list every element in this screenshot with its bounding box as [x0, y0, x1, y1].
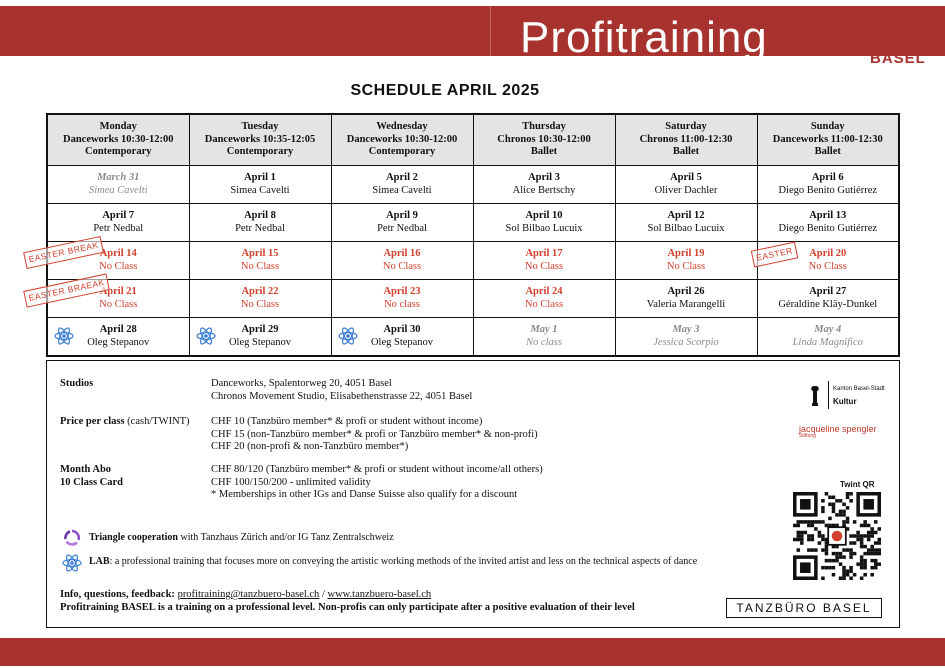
- page-title: SCHEDULE APRIL 2025: [350, 82, 540, 99]
- teacher-name: Jessica Scorpio: [653, 336, 719, 348]
- class-date: April 19: [667, 248, 705, 259]
- class-cell: [47, 166, 189, 204]
- class-date: April 7: [102, 210, 135, 221]
- info-panel: [46, 360, 900, 628]
- class-date: April 30: [383, 324, 421, 335]
- class-cell: [27, 277, 189, 318]
- teacher-name: Géraldine Kläy-Dunkel: [778, 298, 878, 310]
- basel-staff-icon: [805, 383, 825, 407]
- class-date: April 23: [383, 286, 421, 297]
- teacher-name: Petr Nedbal: [377, 222, 427, 234]
- class-cell: [189, 242, 331, 280]
- week-row: [47, 318, 899, 357]
- teacher-name: No class: [526, 336, 562, 348]
- teacher-name: Oleg Stepanov: [87, 336, 150, 348]
- class-date: April 27: [809, 286, 847, 297]
- canton-name: Kanton Basel-Stadt: [833, 386, 885, 392]
- week-row: [47, 204, 899, 242]
- price-label: Price per class (cash/TWINT): [60, 416, 190, 427]
- class-cell: [754, 242, 899, 280]
- class-date: May 1: [530, 324, 558, 335]
- class-cell: [331, 204, 473, 242]
- teacher-name: No Class: [99, 260, 138, 272]
- class-date: April 20: [809, 248, 847, 259]
- class-date: May 3: [672, 324, 700, 335]
- triangle-cooperation-icon: [63, 529, 81, 547]
- class-cell: [757, 280, 899, 318]
- class-date: April 13: [809, 210, 847, 221]
- class-cell: [331, 318, 473, 357]
- class-cell: [615, 242, 757, 280]
- class-date: April 24: [525, 286, 563, 297]
- abo-line: CHF 80/120 (Tanzbüro member* & profi or student without income/all others): [211, 464, 543, 475]
- class-cell: [473, 318, 615, 357]
- teacher-name: No Class: [240, 298, 280, 310]
- brand-logo: Profitraining: [520, 14, 768, 62]
- class-cell: [27, 239, 189, 280]
- week-row: [47, 166, 899, 204]
- class-date: March 31: [97, 172, 140, 183]
- class-cell: [615, 204, 757, 242]
- lab-atom-icon: [338, 326, 358, 346]
- class-date: April 10: [525, 210, 563, 221]
- class-cell: [757, 204, 899, 242]
- teacher-name: Simea Cavelti: [230, 184, 290, 196]
- teacher-name: No Class: [808, 260, 847, 272]
- teacher-name: Petr Nedbal: [93, 222, 144, 234]
- header-row: [47, 114, 899, 166]
- class-date: April 3: [528, 172, 560, 183]
- price-line: CHF 10 (Tanzbüro member* & profi or student without income): [211, 416, 483, 427]
- teacher-name: No Class: [99, 298, 138, 310]
- class-cell: [331, 242, 473, 280]
- twint-qr-code[interactable]: [793, 492, 881, 580]
- day-header: Monday Danceworks 10:30-12:00 Contemporary: [47, 114, 189, 166]
- class-cell: [189, 166, 331, 204]
- class-date: April 1: [244, 172, 276, 183]
- class-cell: [615, 280, 757, 318]
- teacher-name: Oleg Stepanov: [228, 336, 292, 348]
- teacher-name: Diego Benito Gutiérrez: [778, 184, 878, 196]
- canton-kultur: Kultur: [833, 397, 857, 406]
- abo-line: * Memberships in other IGs and Danse Suisse also qualify for a discount: [211, 489, 518, 500]
- day-header: Wednesday Danceworks 10:30-12:00 Contemporary: [331, 114, 473, 166]
- class-cell: [189, 280, 331, 318]
- abo-list: [211, 464, 543, 502]
- website-link[interactable]: www.tanzbuero-basel.ch: [327, 589, 432, 600]
- class-date: April 15: [241, 248, 279, 259]
- lab-atom-icon: [196, 326, 216, 346]
- teacher-name: Valeria Marangelli: [646, 298, 726, 310]
- class-cell: [47, 318, 189, 357]
- teacher-name: Oleg Stepanov: [370, 336, 434, 348]
- price-list: [211, 416, 538, 454]
- class-cell: [615, 166, 757, 204]
- price-line: CHF 15 (non-Tanzbüro member* & profi or Tanzbüro member* & non-profi): [211, 428, 538, 440]
- class-cell: [473, 280, 615, 318]
- class-date: May 4: [814, 324, 842, 335]
- brand-city: BASEL: [870, 50, 926, 67]
- studio-line: Danceworks, Spalentorweg 20, 4051 Basel: [211, 378, 392, 389]
- schedule-table: [27, 113, 900, 357]
- class-date: April 16: [383, 248, 421, 259]
- lab-atom-icon: [54, 326, 74, 346]
- class-cell: [473, 166, 615, 204]
- class-cell: [473, 204, 615, 242]
- teacher-name: Diego Benito Gutiérrez: [778, 222, 878, 234]
- abo-label: Month Abo 10 Class Card: [60, 464, 124, 488]
- day-header: Thursday Chronos 10:30-12:00 Ballet: [473, 114, 615, 166]
- class-date: April 14: [99, 248, 137, 259]
- spengler-sub: Stiftung: [799, 433, 816, 439]
- class-date: April 5: [670, 172, 702, 183]
- email-link[interactable]: profitraining@tanzbuero-basel.ch: [177, 589, 320, 600]
- studios-list: [211, 378, 472, 403]
- teacher-name: Alice Bertschy: [512, 184, 576, 196]
- class-date: April 28: [99, 324, 137, 335]
- day-header: Tuesday Danceworks 10:35-12:05 Contemporary: [189, 114, 331, 166]
- class-date: April 26: [667, 286, 705, 297]
- price-line: CHF 20 (non-profi & non-Tanzbüro member*): [211, 441, 409, 452]
- studios-label: Studios: [60, 378, 94, 389]
- contact-line: Info, questions, feedback: profitraining@tanzbuero-basel.ch / www.tanzbuero-basel.ch: [60, 589, 432, 600]
- class-date: April 17: [525, 248, 563, 259]
- teacher-name: Sol Bilbao Lucuix: [505, 222, 583, 234]
- teacher-name: No Class: [524, 260, 564, 272]
- class-date: April 21: [99, 286, 137, 297]
- class-cell: [757, 318, 899, 357]
- teacher-name: Linda Magnifico: [792, 336, 863, 348]
- lab-note: LAB: a professional training that focuses more on conveying the artistic working methods of the invited artist and less on the technical aspects of dance: [89, 556, 698, 567]
- teacher-name: No Class: [382, 260, 422, 272]
- class-cell: [473, 242, 615, 280]
- teacher-name: No class: [384, 298, 420, 310]
- teacher-name: Sol Bilbao Lucuix: [647, 222, 725, 234]
- teacher-name: Petr Nedbal: [235, 222, 285, 234]
- studio-line: Chronos Movement Studio, Elisabethenstrasse 22, 4051 Basel: [211, 390, 473, 402]
- easter-stamp: EASTER BRAEAK: [23, 273, 110, 307]
- class-cell: [615, 318, 757, 357]
- class-cell: [757, 166, 899, 204]
- easter-stamp: EASTER BREAK: [23, 236, 104, 269]
- footer-banner: [0, 638, 945, 666]
- class-cell: [189, 204, 331, 242]
- class-date: April 12: [667, 210, 705, 221]
- teacher-name: No Class: [524, 298, 564, 310]
- triangle-note: Triangle cooperation with Tanzhaus Zürich and/or IG Tanz Zentralschweiz: [89, 532, 394, 543]
- abo-line: CHF 100/150/200 - unlimited validity: [211, 476, 371, 488]
- teacher-name: No Class: [240, 260, 280, 272]
- easter-stamp: EASTER: [750, 242, 797, 267]
- class-date: April 9: [386, 210, 418, 221]
- class-cell: [189, 318, 331, 357]
- spengler-logo: jacqueline spengler: [799, 424, 877, 434]
- class-date: April 6: [811, 172, 844, 183]
- week-row: [47, 280, 899, 318]
- class-date: April 29: [241, 324, 279, 335]
- teacher-name: Simea Cavelti: [88, 184, 148, 196]
- week-row: [47, 242, 899, 280]
- day-header: Saturday Chronos 11:00-12:30 Ballet: [615, 114, 757, 166]
- lab-atom-icon: [62, 553, 82, 573]
- class-cell: [331, 166, 473, 204]
- disclaimer: Profitraining BASEL is a training on a professional level. Non-profis can only participate after a positive evaluation of their level: [60, 602, 635, 613]
- teacher-name: Oliver Dachler: [654, 184, 718, 196]
- class-date: April 2: [386, 172, 418, 183]
- day-header: Sunday Danceworks 11:00-12:30 Ballet: [757, 114, 899, 166]
- teacher-name: Simea Cavelti: [372, 184, 432, 196]
- class-date: April 22: [241, 286, 279, 297]
- teacher-name: No Class: [666, 260, 706, 272]
- class-cell: [331, 280, 473, 318]
- tanzbuero-logo: TANZBÜRO BASEL: [726, 598, 882, 618]
- canton-divider: [828, 381, 829, 409]
- twint-label: Twint QR: [840, 480, 875, 489]
- class-date: April 8: [244, 210, 276, 221]
- class-cell: [47, 204, 189, 242]
